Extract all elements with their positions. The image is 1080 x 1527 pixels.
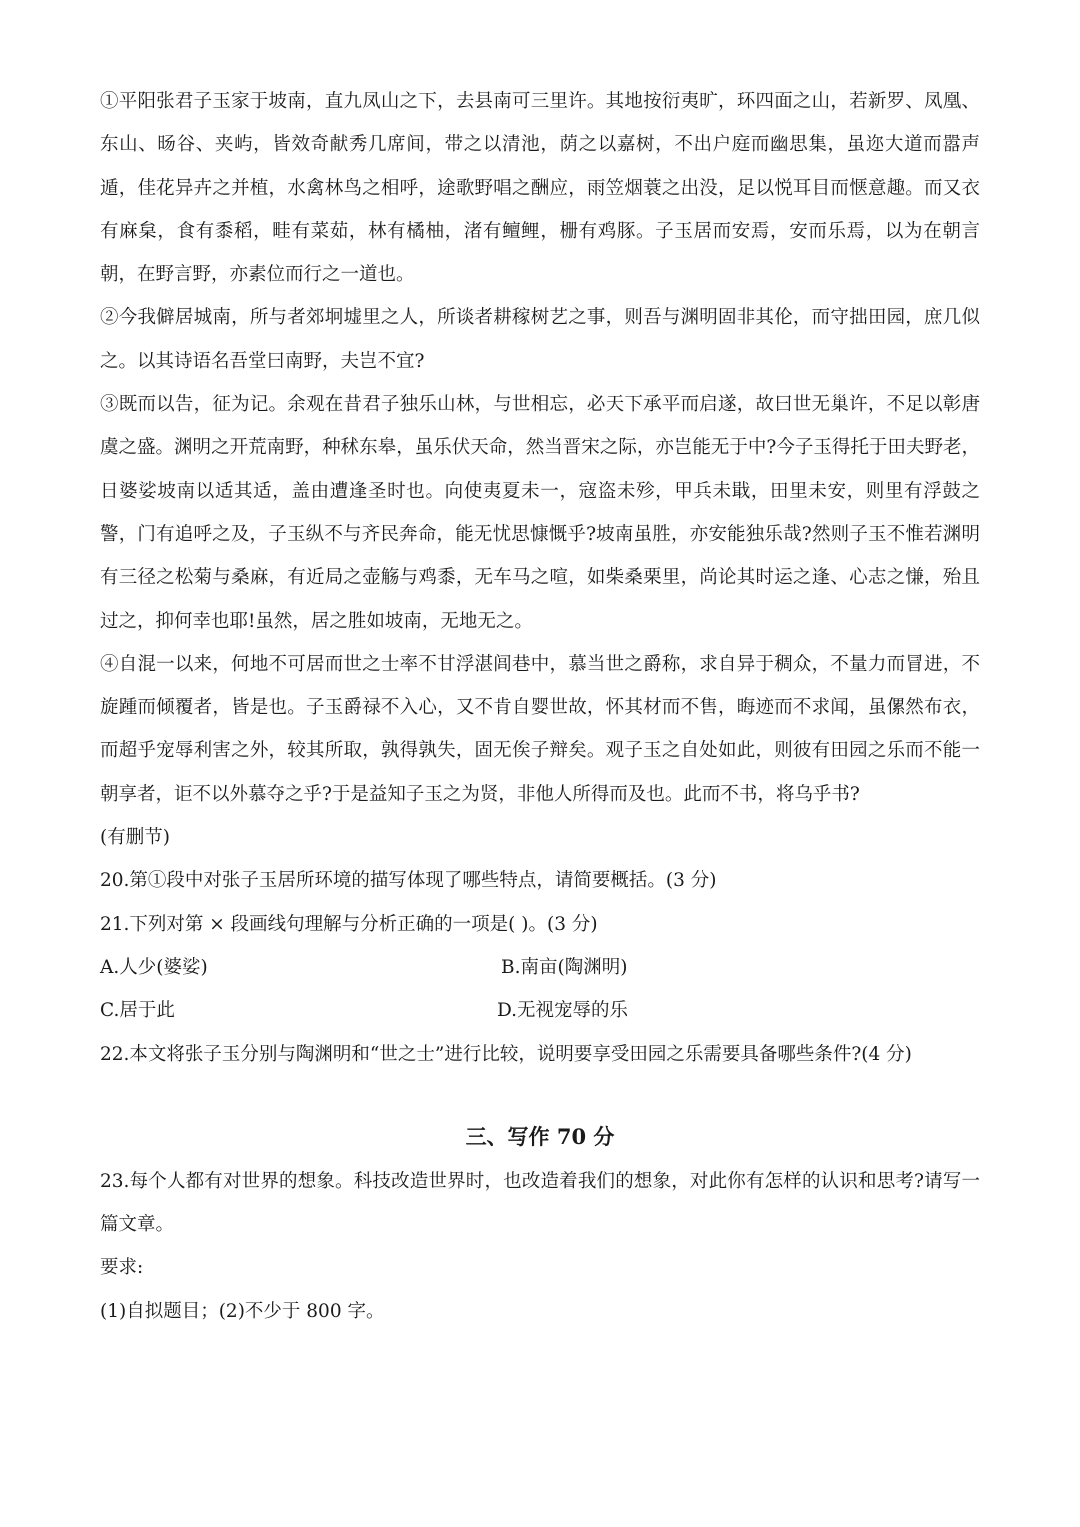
question-21-options: [100, 946, 980, 1033]
passage-paragraph-3: ③既而以告，征为记。余观在昔君子独乐山林，与世相忘，必天下承平而启遂，故曰世无巢许，不足以彰唐虞之盛。渊明之开荒南野，种秫东皋，虽乐伏天命，然当晋宋之际，亦岂能无于中?今子玉得托于田夫野老，日婆娑坡南以适其适，盖由遭逢圣时也。向使夷夏未一，寇盗未殄，甲兵未戢，田里未安，则里有浮鼓之警，门有追呼之及，子玉纵不与齐民奔命，能无忧思慷慨乎?坡南虽胜，亦安能独乐哉?然则子玉不惟若渊明有三径之松菊与桑麻，有近局之壶觞与鸡黍，无车马之喧，如柴桑栗里，尚论其时运之逢、心志之慊，殆且过之，抑何幸也耶!虽然，居之胜如坡南，无地无之。: [100, 394, 980, 632]
question-23: 23.每个人都有对世界的想象。科技改造世界时，也改造着我们的想象，对此你有怎样的认识和思考?请写一篇文章。: [100, 1170, 980, 1236]
option-d: D.无视宠辱的乐: [497, 1000, 629, 1022]
writing-section-title: 三、写作 70 分: [465, 1123, 615, 1149]
passage-paragraph-4: ④自混一以来，何地不可居而世之士率不甘浮湛闾巷中，慕当世之爵称，求自异于稠众，不量力而冒进，不旋踵而倾覆者，皆是也。子玉爵禄不入心，又不肯自婴世故，怀其材而不售，晦迹而不求闻，虽傫然布衣，而超乎宠辱利害之外，较其所取，孰得孰失，固无俟子辩矣。观子玉之自处如此，则彼有田园之乐而不能一朝享者，讵不以外慕夺之乎?于是益知子玉之为贤，非他人所得而及也。此而不书，将乌乎书?: [100, 653, 980, 805]
requirements-items: (1)自拟题目；(2)不少于 800 字。: [100, 1300, 385, 1322]
question-21: 21.下列对第 × 段画线句理解与分析正确的一项是( )。(3 分): [100, 913, 598, 935]
exam-page: [100, 80, 980, 1333]
option-b: B.南亩(陶渊明): [501, 956, 628, 978]
passage-paragraph-1: ①平阳张君子玉家于坡南，直九凤山之下，去县南可三里许。其地按衍夷旷，环四面之山，若新罗、凤凰、东山、旸谷、夹屿，皆效奇献秀几席间，带之以清池，荫之以嘉树，不出户庭而幽思集，虽迩大道而嚣声遁，佳花异卉之并植，水禽林鸟之相呼，途歌野唱之酬应，雨笠烟蓑之出没，足以悦耳目而惬意趣。而又衣有麻枲，食有黍稻，畦有菜茹，林有橘柚，渚有鳣鲤，栅有鸡豚。子玉居而安焉，安而乐焉，以为在朝言朝，在野言野，亦素位而行之一道也。: [100, 91, 980, 286]
option-a: A.人少(婆娑): [100, 956, 208, 978]
option-c: C.居于此: [100, 1000, 175, 1022]
question-22: 22.本文将张子玉分别与陶渊明和“世之士”进行比较，说明要享受田园之乐需要具备哪些条件?(4 分): [100, 1043, 912, 1065]
passage-paragraph-2: ②今我僻居城南，所与者郊坰墟里之人，所谈者耕稼树艺之事，则吾与渊明固非其伦，而守拙田园，庶几似之。以其诗语名吾堂曰南野，夫岂不宜?: [100, 307, 980, 372]
abridged-note: (有删节): [100, 827, 170, 849]
question-20: 20.第①段中对张子玉居所环境的描写体现了哪些特点，请简要概括。(3 分): [100, 870, 717, 892]
requirements-label: 要求:: [100, 1257, 144, 1279]
